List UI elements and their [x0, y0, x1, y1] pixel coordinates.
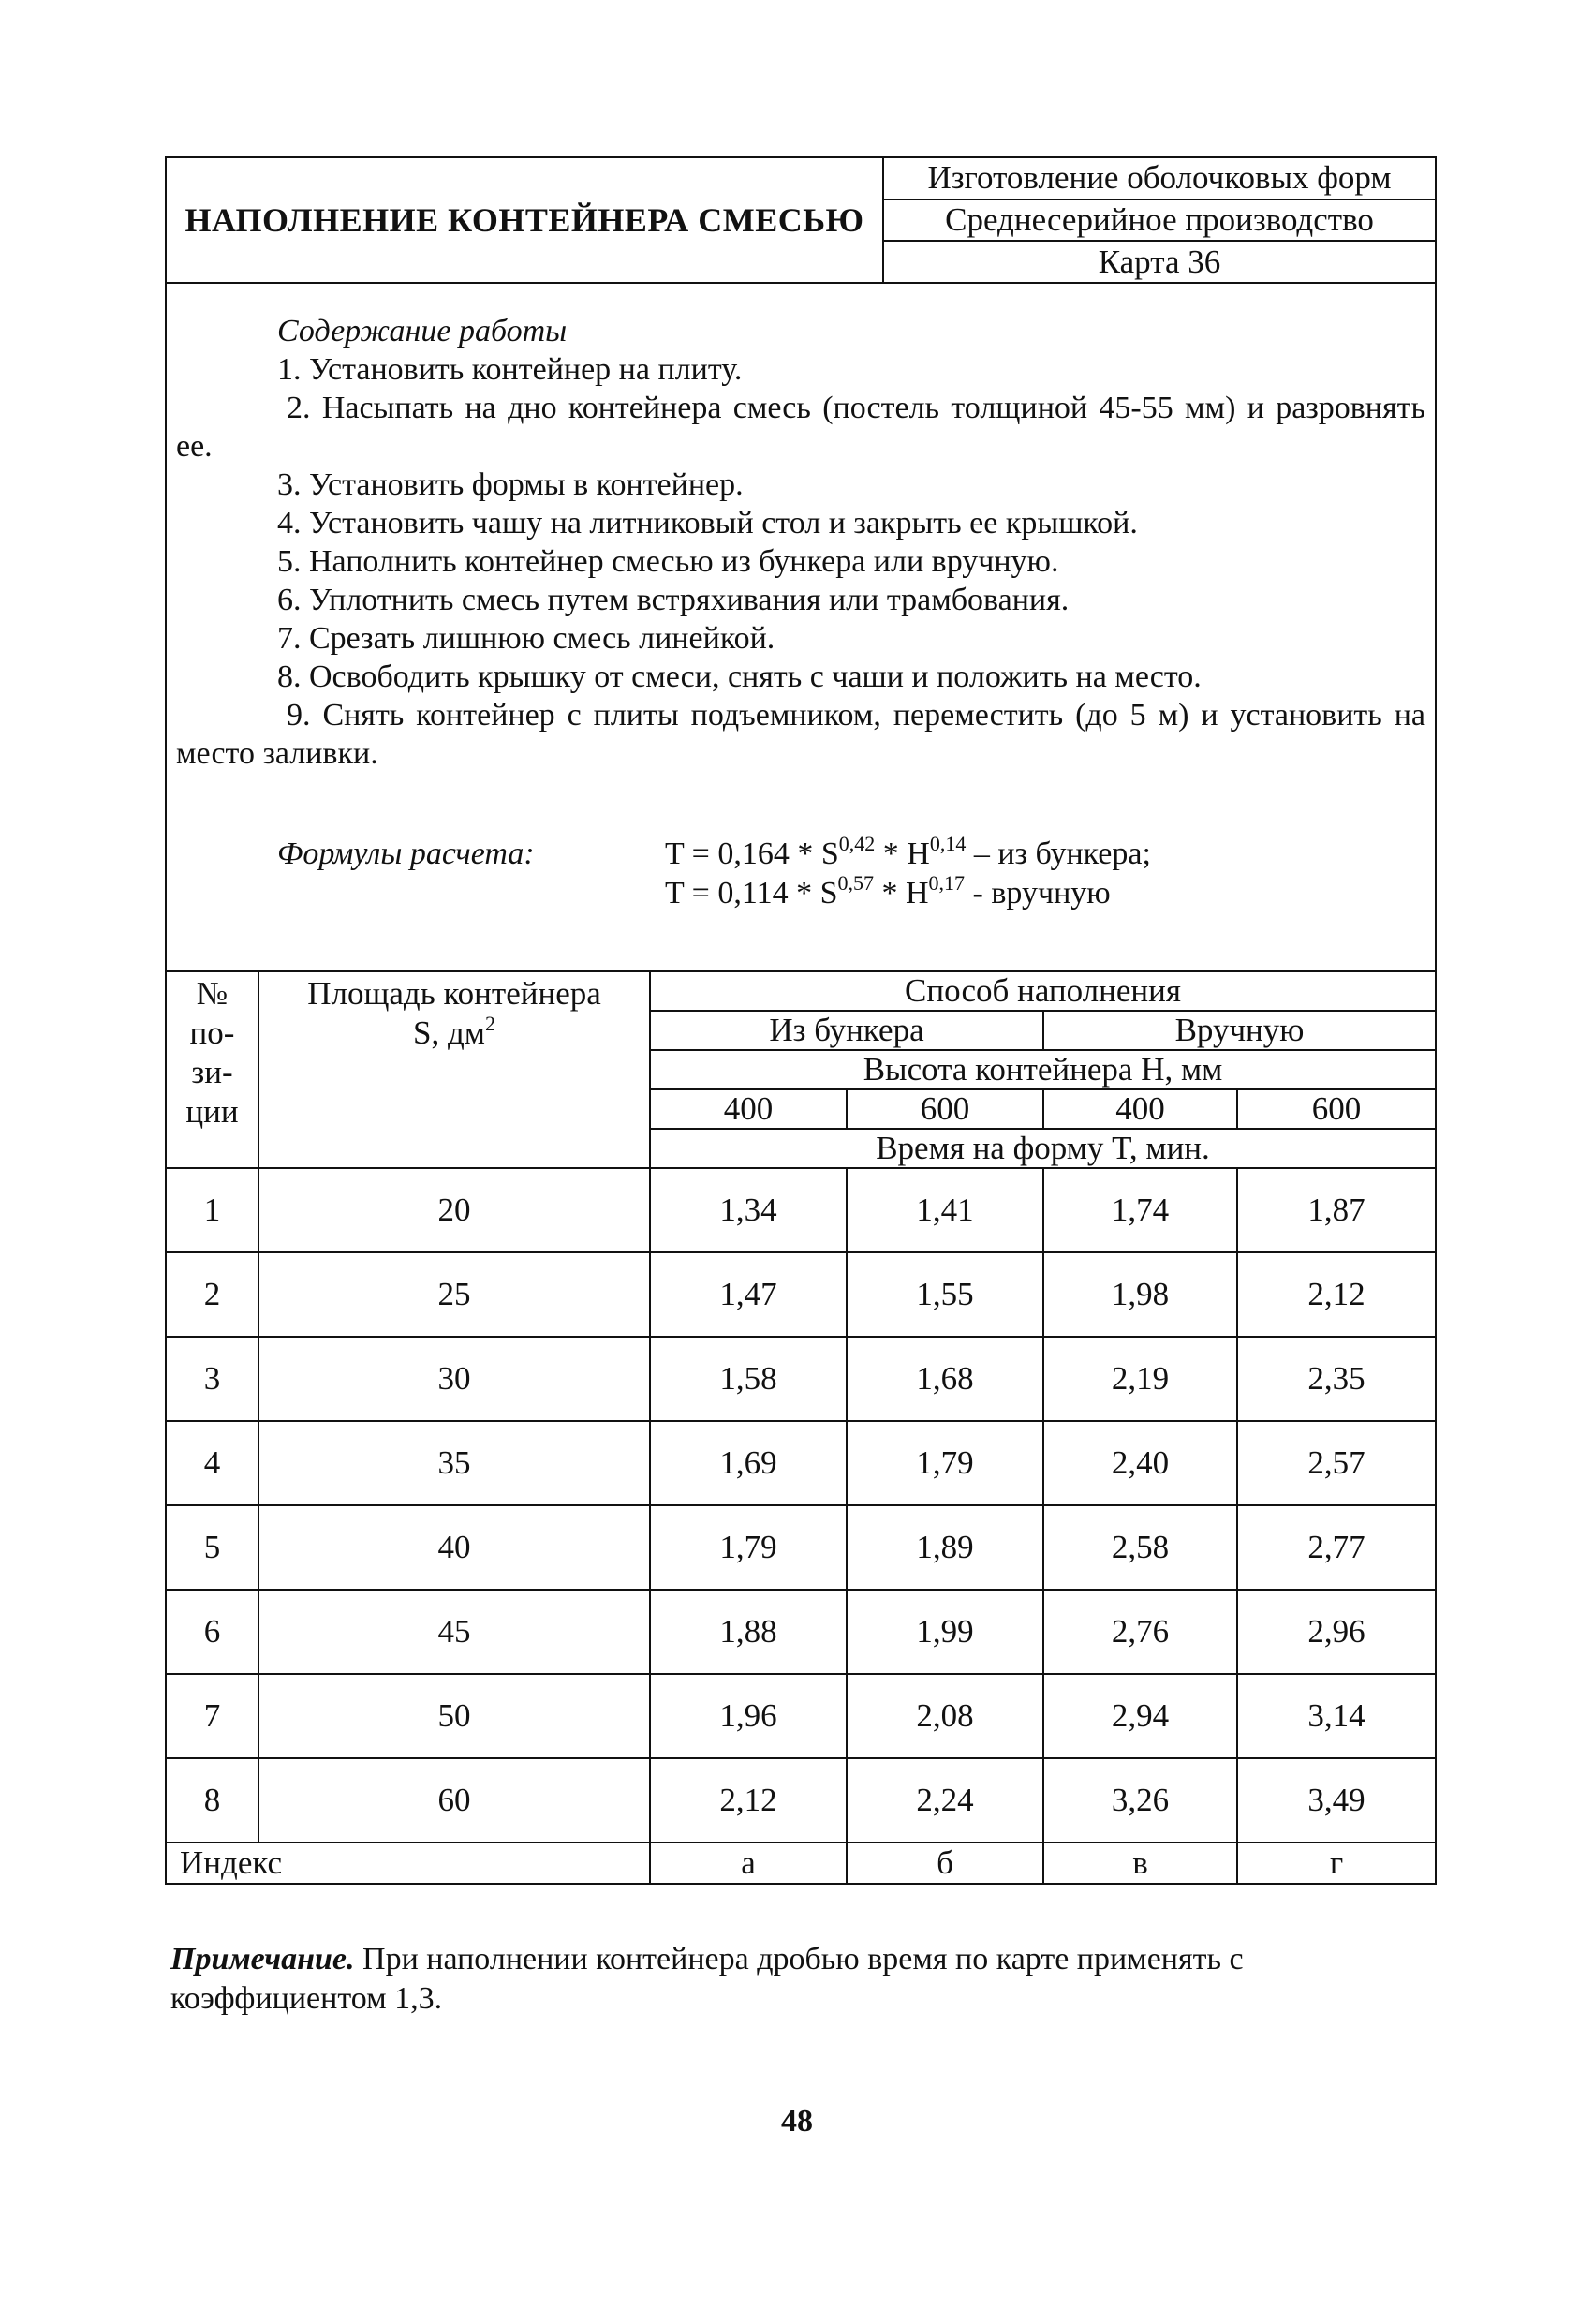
formulas-label: Формулы расчета:	[277, 836, 535, 871]
table-cell-c: 2,40	[1043, 1421, 1237, 1505]
formula-text: - вручную	[965, 876, 1111, 910]
table-row	[167, 1758, 1435, 1843]
table-cell-n: 7	[167, 1674, 258, 1758]
table-cell-s: 60	[258, 1758, 650, 1843]
table-row	[167, 1590, 1435, 1674]
table-cell-a: 1,34	[650, 1168, 847, 1252]
note	[170, 1940, 1425, 2019]
index-value: б	[847, 1843, 1043, 1883]
table-row	[167, 1337, 1435, 1421]
table-cell-n: 4	[167, 1421, 258, 1505]
table-cell-s: 35	[258, 1421, 650, 1505]
formula-text: – из бункера;	[966, 836, 1151, 871]
card-number: Карта 36	[1098, 243, 1221, 280]
table-cell-a: 1,47	[650, 1252, 847, 1337]
work-content	[167, 284, 1435, 970]
area-unit-text: S, дм	[413, 1014, 485, 1051]
table-cell-n: 5	[167, 1505, 258, 1590]
step-9: 9. Снять контейнер с плиты подъемником, переместить (до 5 м) и установить на место заливки.	[176, 698, 1425, 771]
step-7: 7. Срезать лишнюю смесь линейкой.	[277, 621, 775, 656]
table-cell-a: 1,69	[650, 1421, 847, 1505]
manual-header: Вручную	[1043, 1011, 1435, 1050]
step-6: 6. Уплотнить смесь путем встряхивания или трамбования.	[277, 583, 1070, 617]
step-3: 3. Установить формы в контейнер.	[277, 467, 744, 502]
content-heading: Содержание работы	[277, 314, 568, 348]
time-table	[167, 970, 1435, 1883]
formula-text: T = 0,164 * S	[665, 836, 839, 871]
index-label: Индекс	[167, 1843, 650, 1883]
formula-text: * H	[873, 876, 929, 910]
formula-bunker	[665, 832, 1151, 873]
height-value: 600	[847, 1089, 1043, 1129]
table-cell-b: 1,68	[847, 1337, 1043, 1421]
table-cell-s: 45	[258, 1590, 650, 1674]
production-type: Среднесерийное производство	[884, 200, 1435, 243]
table-cell-d: 2,96	[1237, 1590, 1435, 1674]
height-value: 600	[1237, 1089, 1435, 1129]
table-cell-a: 1,96	[650, 1674, 847, 1758]
page-number: 48	[781, 2104, 813, 2139]
note-label: Примечание.	[170, 1942, 355, 1976]
card-header-info	[884, 158, 1435, 282]
exponent: 0,42	[838, 832, 876, 855]
table-cell-d: 2,57	[1237, 1421, 1435, 1505]
step-4: 4. Установить чашу на литниковый стол и закрыть ее крышкой.	[277, 506, 1138, 540]
table-cell-s: 25	[258, 1252, 650, 1337]
step-2: 2. Насыпать на дно контейнера смесь (постель толщиной 45-55 мм) и разровнять ее.	[176, 391, 1425, 464]
table-cell-d: 2,35	[1237, 1337, 1435, 1421]
index-value: а	[650, 1843, 847, 1883]
table-cell-a: 2,12	[650, 1758, 847, 1843]
col-position-label: № по- зи- ции	[185, 975, 239, 1130]
time-header: Время на форму T, мин.	[650, 1129, 1435, 1168]
method-header: Способ наполнения	[650, 971, 1435, 1011]
table-cell-n: 3	[167, 1337, 258, 1421]
table-cell-s: 30	[258, 1337, 650, 1421]
formula-text: * H	[875, 836, 930, 871]
table-cell-d: 1,87	[1237, 1168, 1435, 1252]
height-value: 400	[650, 1089, 847, 1129]
table-cell-b: 1,79	[847, 1421, 1043, 1505]
index-value: г	[1237, 1843, 1435, 1883]
table-row	[167, 1421, 1435, 1505]
table-cell-c: 2,19	[1043, 1337, 1237, 1421]
table-cell-b: 2,24	[847, 1758, 1043, 1843]
table-cell-c: 2,58	[1043, 1505, 1237, 1590]
table-cell-n: 6	[167, 1590, 258, 1674]
height-value: 400	[1043, 1089, 1237, 1129]
step-1: 1. Установить контейнер на плиту.	[277, 352, 743, 387]
table-cell-s: 20	[258, 1168, 650, 1252]
card-header	[167, 158, 1435, 284]
table-cell-b: 1,55	[847, 1252, 1043, 1337]
table-row	[167, 1252, 1435, 1337]
table-cell-a: 1,88	[650, 1590, 847, 1674]
table-cell-c: 2,76	[1043, 1590, 1237, 1674]
table-cell-d: 2,12	[1237, 1252, 1435, 1337]
exponent: 0,57	[837, 871, 874, 895]
formula-manual	[665, 871, 1111, 912]
formula-text: T = 0,114 * S	[665, 876, 838, 910]
exponent: 0,14	[929, 832, 967, 855]
table-cell-a: 1,58	[650, 1337, 847, 1421]
step-8: 8. Освободить крышку от смеси, снять с чаши и положить на место.	[277, 659, 1202, 694]
table-cell-a: 1,79	[650, 1505, 847, 1590]
table-cell-b: 2,08	[847, 1674, 1043, 1758]
table-cell-s: 40	[258, 1505, 650, 1590]
card-title: НАПОЛНЕНИЕ КОНТЕЙНЕРА СМЕСЬЮ	[167, 158, 884, 282]
table-cell-d: 3,49	[1237, 1758, 1435, 1843]
table-cell-n: 1	[167, 1168, 258, 1252]
table-cell-d: 2,77	[1237, 1505, 1435, 1590]
height-header: Высота контейнера H, мм	[650, 1050, 1435, 1089]
table-row	[167, 1168, 1435, 1252]
table-cell-n: 2	[167, 1252, 258, 1337]
area-unit-exponent: 2	[484, 1012, 495, 1035]
table-cell-c: 3,26	[1043, 1758, 1237, 1843]
process-name: Изготовление оболочковых форм	[884, 158, 1435, 200]
table-row	[167, 1674, 1435, 1758]
table-cell-c: 1,98	[1043, 1252, 1237, 1337]
col-area-header	[258, 971, 650, 1168]
table-cell-b: 1,99	[847, 1590, 1043, 1674]
table-cell-n: 8	[167, 1758, 258, 1843]
exponent: 0,17	[928, 871, 966, 895]
index-value: в	[1043, 1843, 1237, 1883]
card-frame	[165, 156, 1437, 1885]
col-area-label: Площадь контейнера	[307, 975, 601, 1012]
table-cell-c: 2,94	[1043, 1674, 1237, 1758]
col-position-header	[167, 971, 258, 1168]
table-cell-b: 1,89	[847, 1505, 1043, 1590]
note-text: При наполнении контейнера дробью время по карте применять с коэффициентом 1,3.	[170, 1942, 1244, 2016]
from-bunker-header: Из бункера	[650, 1011, 1043, 1050]
table-cell-s: 50	[258, 1674, 650, 1758]
table-cell-c: 1,74	[1043, 1168, 1237, 1252]
table-cell-b: 1,41	[847, 1168, 1043, 1252]
col-area-unit	[259, 1014, 649, 1053]
step-5: 5. Наполнить контейнер смесью из бункера или вручную.	[277, 544, 1059, 579]
table-row	[167, 1505, 1435, 1590]
table-cell-d: 3,14	[1237, 1674, 1435, 1758]
